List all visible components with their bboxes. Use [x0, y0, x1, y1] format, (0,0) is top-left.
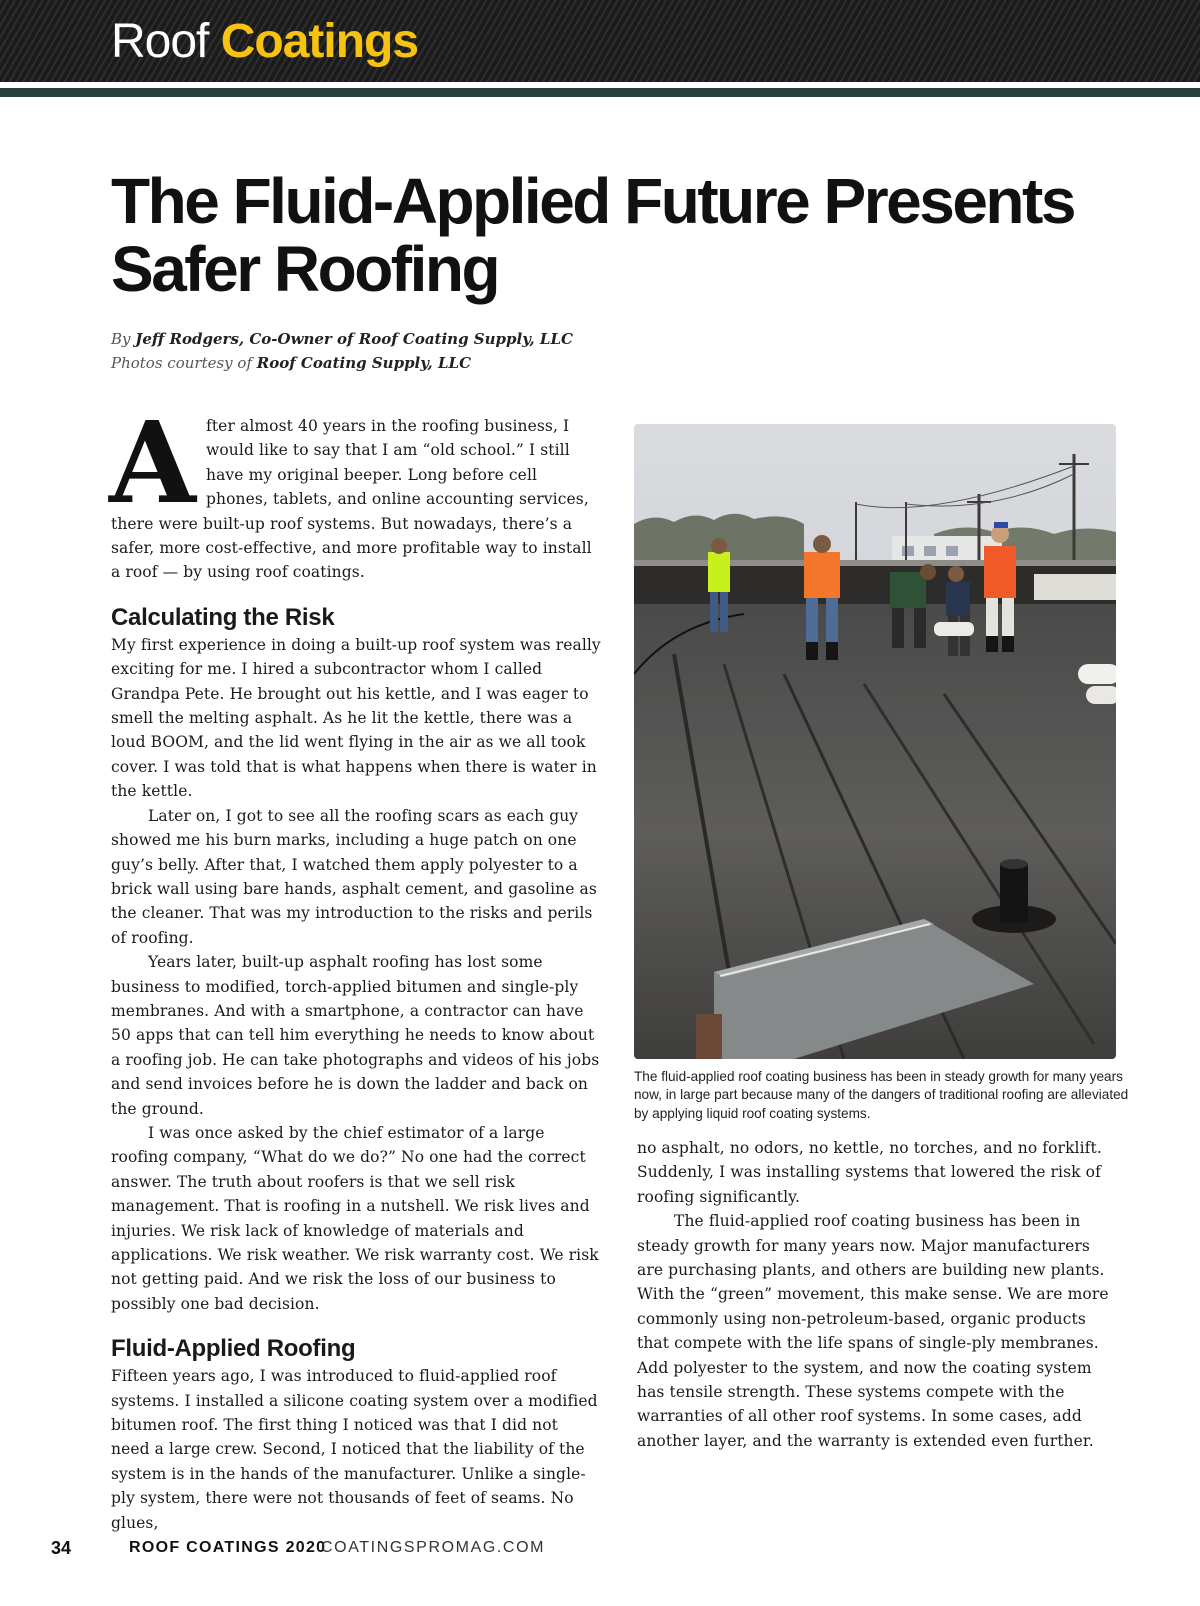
byline — [111, 327, 573, 375]
section-title — [111, 12, 418, 72]
body-paragraph: Fifteen years ago, I was introduced to fluid-applied roof systems. I installed a silicone coating system over a modified bitumen roof. The first thing I noticed was that I did not need a large crew. Second, I noticed that the liability of the system is in the hands of the manufacturer. Unlike a single-ply system, there were not thousands of feet of seams. No glues, — [111, 1367, 598, 1532]
article-headline: The Fluid-Applied Future Presents Safer Roofing — [111, 165, 1074, 305]
article-photo — [634, 424, 1116, 1059]
header-divider-green — [0, 88, 1200, 97]
left-column — [109, 398, 601, 1535]
byline-prefix: By — [111, 330, 131, 348]
intro-paragraph — [109, 398, 601, 585]
subhead-calculating-risk: Calculating the Risk — [111, 603, 335, 631]
photo-credit: Roof Coating Supply, LLC — [256, 354, 472, 372]
body-paragraph: I was once asked by the chief estimator of a large roofing company, “What do we do?” No one had the correct answer. The truth about roofers is that we sell risk management. That is roofing in a nutshell. We risk lives and injuries. We risk lack of knowledge of materials and applications. We risk weather. We risk warranty cost. We risk not getting paid. And we risk the loss of our business to possibly one bad decision. — [111, 1123, 599, 1313]
page-number: 34 — [51, 1538, 72, 1558]
body-paragraph: Years later, built-up asphalt roofing has lost some business to modified, torch-applied bitumen and single-ply membranes. And with a smartphone, a contractor can have 50 apps that can tell him everything he needs to know about a roofing job. He can take photographs and videos of his jobs and send invoices before he is down the ladder and back on the ground. — [111, 953, 600, 1118]
body-paragraph: My first experience in doing a built-up roof system was really exciting for me. I hired a subcontractor whom I called Grandpa Pete. He brought out his kettle, and I was eager to smell the melting asphalt. As he lit the kettle, there was a loud BOOM, and the lid went flying in the air as we all took cover. I was told that is what happens when there is water in the kettle. — [111, 635, 601, 801]
section-title-word-1: Roof — [111, 15, 209, 68]
byline-author: Jeff Rodgers, Co-Owner of Roof Coating Supply, LLC — [135, 330, 573, 348]
photo-credit-line — [111, 351, 573, 375]
drop-cap: A — [109, 398, 196, 529]
intro-text: fter almost 40 years in the roofing business, I would like to say that I am “old school.” I still have my original beeper. Long before cell phones, tablets, and online accounting services, there were built-up roof systems. But nowadays, there’s a safer, more cost-effective, and more profitable way to install a roof — by using roof coatings. — [111, 417, 592, 582]
body-paragraph: The fluid-applied roof coating business has been in steady growth for many years now. Major manufacturers are purchasing plants, and others are building new plants. With the “green” movement, this make sense. We are more commonly using non-petroleum-based, organic products that compete with the life spans of single-ply membranes. Add polyester to the system, and now the coating system has tensile strength. These systems compete with the warranties of all other roof systems. In some cases, add another layer, and the warranty is extended even further. — [637, 1212, 1109, 1450]
photo-credit-prefix: Photos courtesy of — [111, 354, 252, 372]
website-link[interactable]: COATINGSPROMAG.COM — [321, 1539, 546, 1556]
roof-crew-photo — [634, 424, 1116, 1059]
author-line — [111, 327, 573, 351]
body-paragraph: no asphalt, no odors, no kettle, no torches, and no forklift. Suddenly, I was installing systems that lowered the risk of roofing significantly. — [637, 1139, 1102, 1206]
body-paragraph: Later on, I got to see all the roofing scars as each guy showed me his burn marks, including a huge patch on one guy’s belly. After that, I watched them apply polyester to a brick wall using bare hands, asphalt cement, and gasoline as the cleaner. That was my introduction to the risks and perils of roofing. — [111, 806, 597, 947]
section-title-word-2: Coatings — [220, 15, 419, 68]
right-column — [637, 1136, 1117, 1453]
subhead-fluid-applied-roofing: Fluid-Applied Roofing — [111, 1335, 356, 1363]
publication-name: ROOF COATINGS 2020 — [129, 1539, 327, 1556]
photo-caption: The fluid-applied roof coating business has been in steady growth for many years now, in large part because many of the dangers of traditional roofing are alleviated by applying liquid roof coating systems. — [634, 1069, 1129, 1121]
